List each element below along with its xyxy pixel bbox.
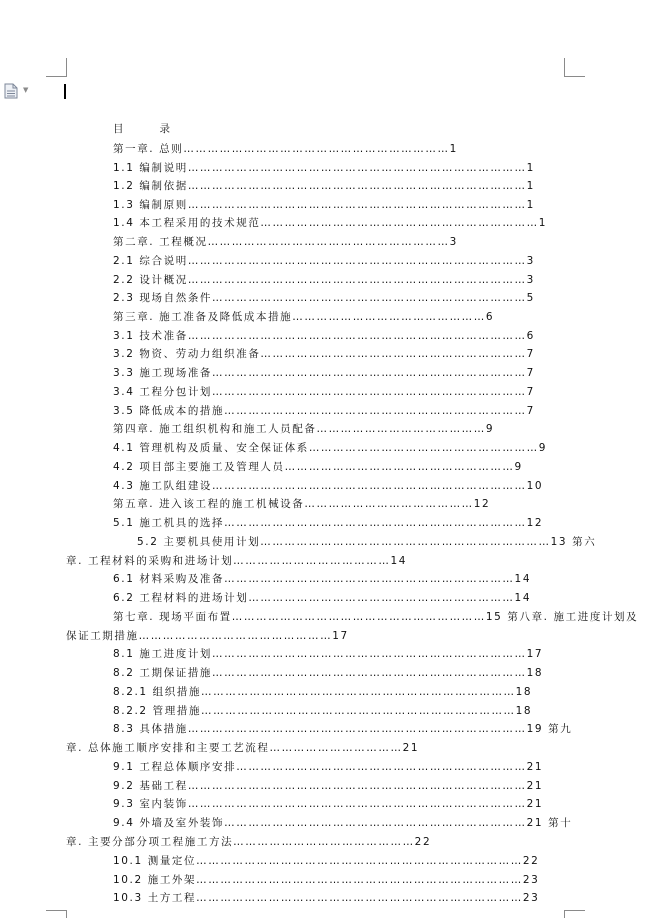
- margin-corner-top-left: [46, 58, 67, 77]
- dropdown-caret-icon[interactable]: ▼: [23, 86, 29, 94]
- toc-entry[interactable]: 1.3 编制原则…………………………………………………………………………1: [113, 199, 535, 211]
- toc-entry[interactable]: 4.2 项目部主要施工及管理人员…………………………………………………9: [113, 461, 523, 473]
- toc-entry[interactable]: 10.1 测量定位………………………………………………………………………22: [113, 855, 540, 867]
- toc-entry[interactable]: 3.3 施工现场准备……………………………………………………………………7: [113, 367, 535, 379]
- toc-entry[interactable]: 3.5 降低成本的措施…………………………………………………………………7: [113, 405, 535, 417]
- toc-entry[interactable]: 第五章. 进入该工程的施工机械设备……………………………………12: [113, 498, 491, 510]
- toc-entry[interactable]: 章. 主要分部分项工程施工方法………………………………………22: [66, 836, 432, 848]
- toc-entry[interactable]: 第一章. 总则…………………………………………………………1: [113, 143, 458, 155]
- toc-entry[interactable]: 9.3 室内装饰…………………………………………………………………………21: [113, 798, 544, 810]
- toc-title-left: 目: [113, 123, 124, 135]
- toc-entry[interactable]: 1.4 本工程采用的技术规范……………………………………………………………1: [113, 217, 548, 229]
- toc-entry[interactable]: 2.1 综合说明…………………………………………………………………………3: [113, 255, 535, 267]
- toc-entry[interactable]: 章. 总体施工顺序安排和主要工艺流程……………………………21: [66, 742, 420, 754]
- toc-entry[interactable]: 8.2 工期保证措施……………………………………………………………………18: [113, 667, 544, 679]
- toc-entry[interactable]: 5.1 施工机具的选择…………………………………………………………………12: [113, 517, 544, 529]
- toc-entry[interactable]: 3.1 技术准备…………………………………………………………………………6: [113, 330, 535, 342]
- toc-entry[interactable]: 第二章. 工程概况……………………………………………………3: [113, 236, 458, 248]
- toc-title: [113, 122, 170, 136]
- toc-entry[interactable]: 2.2 设计概况…………………………………………………………………………3: [113, 274, 535, 286]
- toc-entry[interactable]: 9.2 基础工程…………………………………………………………………………21: [113, 780, 544, 792]
- margin-corner-top-right: [564, 58, 585, 77]
- toc-entry[interactable]: 10.2 施工外架………………………………………………………………………23: [113, 874, 540, 886]
- toc-entry[interactable]: 8.3 具体措施…………………………………………………………………………19 第九: [113, 723, 573, 735]
- toc-entry[interactable]: 第四章. 施工组织机构和施工人员配备……………………………………9: [113, 423, 495, 435]
- toc-entry[interactable]: 9.4 外墙及室外装饰…………………………………………………………………21 第十: [113, 817, 573, 829]
- toc-entry[interactable]: 1.2 编制依据…………………………………………………………………………1: [113, 180, 535, 192]
- toc-entry[interactable]: 第七章. 现场平面布置………………………………………………………15 第八章. 施工进度计划及: [113, 611, 639, 623]
- toc-entry[interactable]: 8.2.2 管理措施……………………………………………………………………18: [113, 705, 533, 717]
- toc-entry[interactable]: 4.3 施工队组建设……………………………………………………………………10: [113, 480, 544, 492]
- toc-entry[interactable]: 3.2 物资、劳动力组织准备…………………………………………………………7: [113, 348, 535, 360]
- toc-entry[interactable]: 3.4 工程分包计划……………………………………………………………………7: [113, 386, 535, 398]
- toc-entry[interactable]: 保证工期措施…………………………………………17: [66, 630, 349, 642]
- toc-entry[interactable]: 10.3 土方工程………………………………………………………………………23: [113, 892, 540, 904]
- toc-entry[interactable]: 8.2.1 组织措施……………………………………………………………………18: [113, 686, 533, 698]
- toc-entry[interactable]: 4.1 管理机构及质量、安全保证体系…………………………………………………9: [113, 442, 548, 454]
- toc-entry[interactable]: 5.2 主要机具使用计划………………………………………………………………13 第六: [137, 536, 597, 548]
- toc-entry[interactable]: 6.2 工程材料的进场计划…………………………………………………………14: [113, 592, 532, 604]
- document-icon[interactable]: [4, 83, 18, 99]
- toc-entry[interactable]: 章. 工程材料的采购和进场计划…………………………………14: [66, 555, 408, 567]
- toc-entry[interactable]: 6.1 材料采购及准备………………………………………………………………14: [113, 573, 532, 585]
- toc-entry[interactable]: 2.3 现场自然条件……………………………………………………………………5: [113, 292, 535, 304]
- toc-entry[interactable]: 9.1 工程总体顺序安排………………………………………………………………21: [113, 761, 544, 773]
- text-cursor: [64, 84, 66, 99]
- toc-entry[interactable]: 8.1 施工进度计划……………………………………………………………………17: [113, 648, 544, 660]
- toc-title-right: 录: [159, 123, 170, 135]
- toc-entry[interactable]: 第三章. 施工准备及降低成本措施…………………………………………6: [113, 311, 495, 323]
- toc-entry[interactable]: 1.1 编制说明…………………………………………………………………………1: [113, 162, 535, 174]
